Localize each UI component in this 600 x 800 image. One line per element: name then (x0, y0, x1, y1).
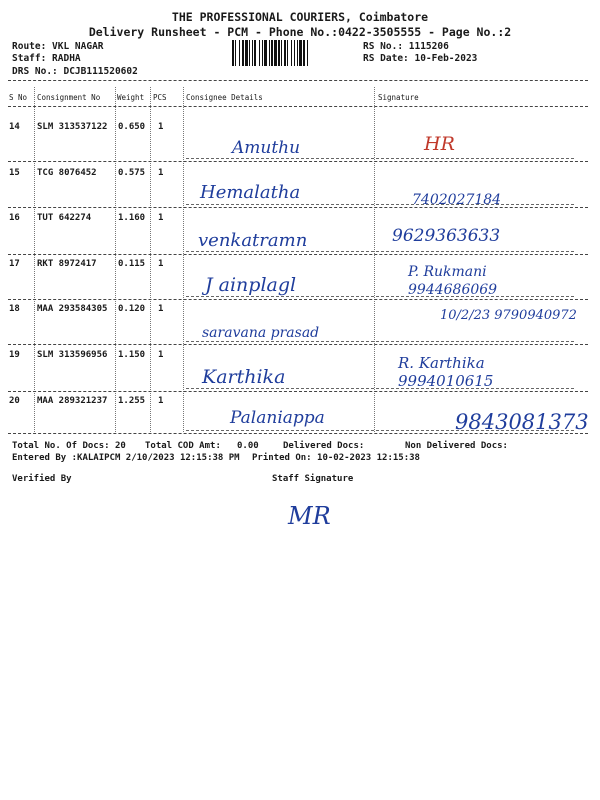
consignee-handwritten: saravana prasad (202, 325, 320, 341)
column-separator (150, 87, 151, 432)
col-consignment-header: Consignment No (37, 93, 101, 102)
row-consignment-no: MAA 289321237 (37, 396, 108, 406)
row-pcs: 1 (158, 213, 164, 223)
row-weight: 0.120 (118, 304, 146, 314)
col-consignee-header: Consignee Details (186, 93, 263, 102)
staff-signature-handwritten: MR (288, 502, 331, 530)
signature-handwritten: 9629363633 (392, 226, 501, 246)
row-weight: 0.115 (118, 259, 146, 269)
cod-amount: 0.00 (237, 441, 259, 451)
row-divider (8, 344, 588, 345)
row-weight: 0.575 (118, 168, 146, 178)
row-weight: 0.650 (118, 122, 146, 132)
signature-handwritten: P. Rukmani 9944686069 (408, 264, 498, 298)
column-separator (115, 87, 116, 432)
row-consignment-no: MAA 293584305 (37, 304, 108, 314)
signature-handwritten: 10/2/23 9790940972 (440, 308, 577, 323)
table-bottom-divider (8, 433, 588, 434)
consignee-handwritten: J ainplagl (205, 274, 297, 296)
column-separator (374, 87, 375, 432)
row-consignment-no: SLM 313537122 (37, 122, 108, 132)
verified-by-label: Verified By (12, 474, 72, 484)
signature-line (186, 251, 574, 252)
row-pcs: 1 (158, 304, 164, 314)
row-divider (8, 391, 588, 392)
row-consignment-no: TUT 642274 (37, 213, 92, 223)
signature-line (186, 204, 574, 205)
row-weight: 1.160 (118, 213, 146, 223)
signature-line (186, 158, 574, 159)
row-pcs: 1 (158, 259, 164, 269)
row-weight: 1.255 (118, 396, 146, 406)
col-sno-header: S No (9, 93, 28, 102)
row-divider (8, 207, 588, 208)
column-separator (34, 87, 35, 432)
barcode-icon (232, 40, 358, 66)
col-weight-header: Weight (117, 93, 145, 102)
route-label: Route: VKL NAGAR (12, 41, 104, 52)
signature-handwritten: 7402027184 (412, 192, 502, 208)
row-pcs: 1 (158, 350, 164, 360)
row-consignment-no: TCG 8076452 (37, 168, 97, 178)
signature-line (186, 388, 574, 389)
column-header-divider (8, 106, 588, 107)
row-sno: 19 (9, 350, 20, 360)
row-pcs: 1 (158, 168, 164, 178)
signature-line (186, 296, 574, 297)
signature-line (186, 430, 574, 431)
col-signature-header: Signature (378, 93, 419, 102)
row-pcs: 1 (158, 396, 164, 406)
signature-line (186, 341, 574, 342)
company-title: THE PROFESSIONAL COURIERS, Coimbatore (171, 10, 429, 24)
col-pcs-header: PCS (153, 93, 167, 102)
signature-handwritten: R. Karthika 9994010615 (398, 354, 494, 390)
drs-number: DRS No.: DCJB111520602 (12, 66, 138, 77)
total-docs-label: Total No. Of Docs: (12, 441, 110, 451)
runsheet-subtitle: Delivery Runsheet - PCM - Phone No.:0422-3505555 - Page No.:2 (88, 25, 512, 39)
row-consignment-no: RKT 8972417 (37, 259, 97, 269)
consignee-handwritten: venkatramn (198, 230, 308, 251)
signature-handwritten: 9843081373 (455, 410, 589, 434)
staff-signature-label: Staff Signature (272, 474, 354, 484)
consignee-handwritten: Hemalatha (200, 182, 301, 203)
delivered-docs-label: Delivered Docs: (283, 441, 365, 451)
cod-label: Total COD Amt: (145, 441, 221, 451)
total-docs-value: 20 (115, 441, 126, 451)
rs-date: RS Date: 10-Feb-2023 (363, 53, 478, 64)
row-sno: 15 (9, 168, 20, 178)
row-pcs: 1 (158, 122, 164, 132)
row-sno: 20 (9, 396, 20, 406)
entered-by: Entered By :KALAIPCM 2/10/2023 12:15:38 PM (12, 453, 240, 463)
header-divider (8, 80, 588, 81)
row-sno: 18 (9, 304, 20, 314)
staff-label: Staff: RADHA (12, 53, 81, 64)
signature-handwritten: HR (424, 133, 455, 155)
non-delivered-docs-label: Non Delivered Docs: (405, 441, 508, 451)
row-sno: 14 (9, 122, 20, 132)
consignee-handwritten: Amuthu (232, 138, 301, 158)
consignee-handwritten: Palaniappa (230, 408, 325, 428)
row-divider (8, 254, 588, 255)
rs-number: RS No.: 1115206 (363, 41, 449, 52)
column-separator (183, 87, 184, 432)
row-consignment-no: SLM 313596956 (37, 350, 108, 360)
row-divider (8, 299, 588, 300)
row-divider (8, 161, 588, 162)
consignee-handwritten: Karthika (202, 366, 286, 388)
printed-on: Printed On: 10-02-2023 12:15:38 (252, 453, 420, 463)
row-weight: 1.150 (118, 350, 146, 360)
row-sno: 16 (9, 213, 20, 223)
row-sno: 17 (9, 259, 20, 269)
